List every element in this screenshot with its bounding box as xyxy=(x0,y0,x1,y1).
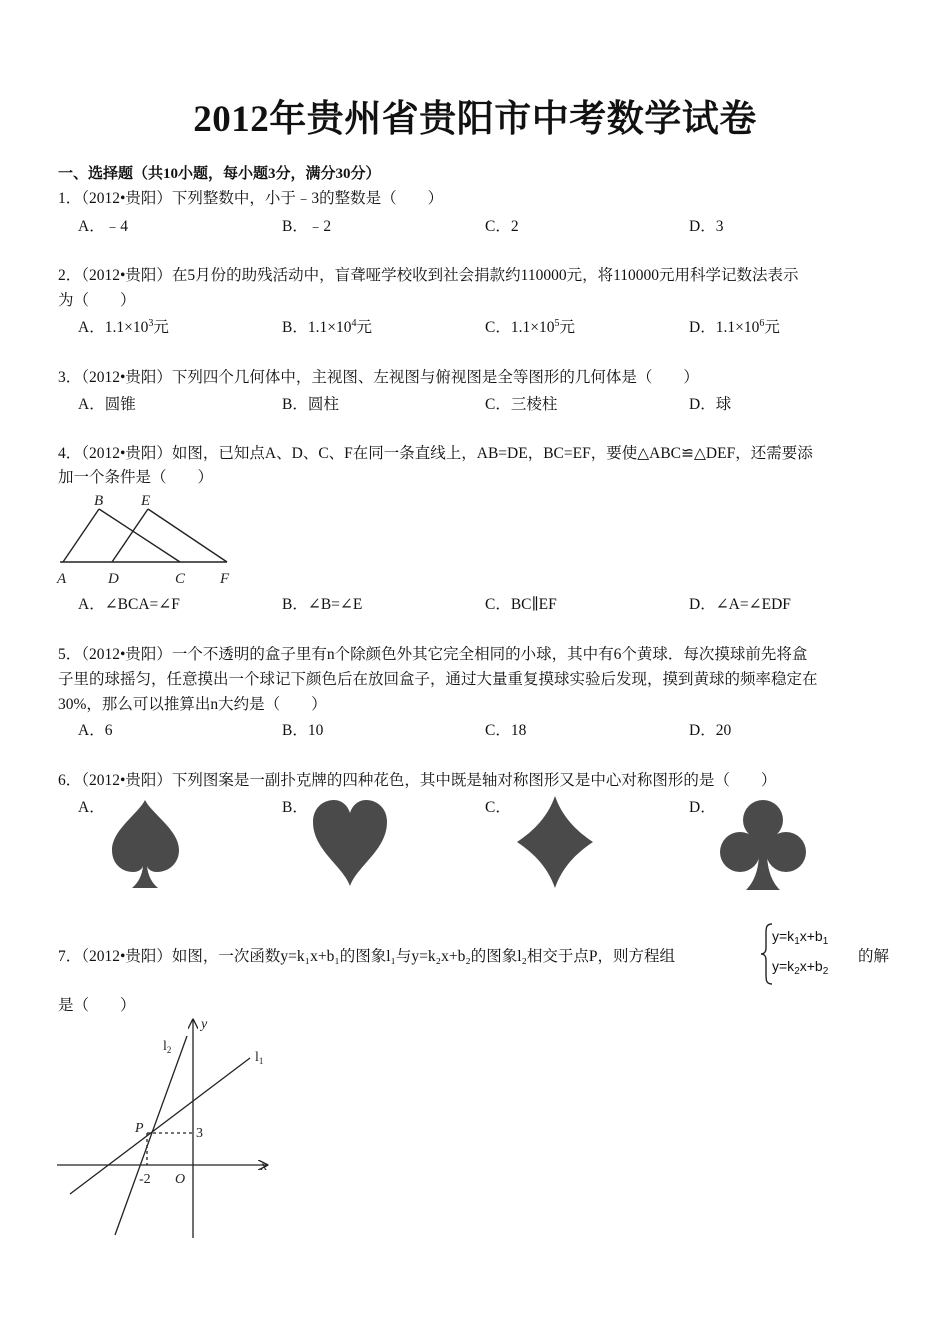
label-x: x xyxy=(261,1159,268,1174)
label-d: D xyxy=(108,571,119,587)
option-b: B．﹣2 xyxy=(282,218,332,235)
diamond-icon xyxy=(515,794,595,890)
spade-icon xyxy=(108,798,183,890)
equation-1: $y=k_1x+b_1$ xyxy=(772,928,829,947)
section-heading: 一、选择题（共10小题，每小题3分，满分30分） xyxy=(58,166,381,182)
option-c: C．BC∥EF xyxy=(485,596,557,613)
label-l1: $l_1$ xyxy=(255,1050,264,1066)
option-d: D．3 xyxy=(689,218,724,235)
question-7-line-2: 是（ ） xyxy=(58,997,136,1014)
option-c: C．2 xyxy=(485,218,519,235)
question-7-prefix: 7．（2012•贵阳）如图，一次函数y=k₁x+b₁的图象l₁与y=k₂x+b₂的图象l₂相交于点P，则方程组 xyxy=(58,948,676,965)
option-a: A．圆锥 xyxy=(78,396,136,413)
option-b: B．圆柱 xyxy=(282,396,339,413)
question-2-options xyxy=(78,315,898,339)
label-origin: O xyxy=(175,1172,186,1187)
question-4-line-1: 4．（2012•贵阳）如图，已知点A、D、C、F在同一条直线上，AB=DE，BC=EF，要使△ABC≌△DEF，还需要添 xyxy=(58,445,813,462)
club-icon xyxy=(718,796,808,892)
question-7-suffix: 的解 xyxy=(858,948,890,965)
option-b: B． xyxy=(282,799,308,816)
question-1-text: 1．（2012•贵阳）下列整数中，小于﹣3的整数是（ ） xyxy=(58,190,444,207)
option-a: A．$1.1\times 10^3$元 xyxy=(78,318,169,336)
triangle-figure xyxy=(55,490,240,590)
option-d: D． xyxy=(689,799,716,816)
label-l2: $l_2$ xyxy=(163,1039,172,1055)
segment-bc xyxy=(99,509,180,562)
label-neg-two: -2 xyxy=(139,1172,151,1187)
option-d: D．∠A=∠EDF xyxy=(689,596,791,613)
question-5-options xyxy=(78,718,898,742)
question-4-options xyxy=(78,592,898,616)
label-three: 3 xyxy=(196,1126,203,1141)
question-2-line-2: 为（ ） xyxy=(58,292,136,309)
label-e: E xyxy=(141,493,151,509)
option-d: D．球 xyxy=(689,396,732,413)
option-b: B．∠B=∠E xyxy=(282,596,363,613)
equation-system xyxy=(760,922,862,986)
option-c: C．$1.1\times 10^5$元 xyxy=(485,318,575,336)
option-d: D．$1.1\times 10^6$元 xyxy=(689,318,780,336)
question-5-line-1: 5．（2012•贵阳）一个不透明的盒子里有n个除颜色外其它完全相同的小球，其中有6个黄球．每次摸球前先将盒 xyxy=(58,646,808,663)
segment-de xyxy=(112,509,148,562)
label-y: y xyxy=(201,1017,208,1032)
option-a: A．∠BCA=∠F xyxy=(78,596,180,613)
question-5-line-3: 30%，那么可以推算出n大约是（ ） xyxy=(58,696,327,713)
question-5-line-2: 子里的球摇匀，任意摸出一个球记下颜色后在放回盒子，通过大量重复摸球实验后发现，摸到黄球的频率稳定在 xyxy=(58,671,818,688)
question-2-line-1: 2．（2012•贵阳）在5月份的助残活动中，盲聋哑学校收到社会捐款约110000元，将110000元用科学记数法表示 xyxy=(58,267,799,284)
label-f: F xyxy=(220,571,230,587)
option-c: C．三棱柱 xyxy=(485,396,558,413)
label-b: B xyxy=(94,493,104,509)
option-a: A．6 xyxy=(78,722,113,739)
linear-graph-figure xyxy=(55,1012,285,1242)
segment-ef xyxy=(148,509,227,562)
heart-icon xyxy=(310,798,390,888)
option-c: C． xyxy=(485,799,511,816)
label-p: P xyxy=(135,1121,144,1136)
option-c: C．18 xyxy=(485,722,527,739)
page-title: 2012年贵州省贵阳市中考数学试卷 xyxy=(193,99,757,140)
equation-2: $y=k_2x+b_2$ xyxy=(772,958,829,977)
question-4-line-2: 加一个条件是（ ） xyxy=(58,469,214,486)
option-d: D．20 xyxy=(689,722,732,739)
line-l1 xyxy=(70,1058,250,1194)
question-3-options xyxy=(78,392,898,416)
option-a: A．﹣4 xyxy=(78,218,128,235)
question-3-text: 3．（2012•贵阳）下列四个几何体中，主视图、左视图与俯视图是全等图形的几何体是（ ） xyxy=(58,369,699,386)
label-c: C xyxy=(175,571,186,587)
option-b: B．$1.1\times 10^4$元 xyxy=(282,318,372,336)
question-6-text: 6．（2012•贵阳）下列图案是一副扑克牌的四种花色，其中既是轴对称图形又是中心对称图形的是（ ） xyxy=(58,772,777,789)
question-1-options xyxy=(78,214,898,238)
segment-ab xyxy=(63,509,99,562)
line-l2 xyxy=(115,1036,187,1235)
option-b: B．10 xyxy=(282,722,324,739)
option-a: A． xyxy=(78,799,105,816)
label-a: A xyxy=(57,571,67,587)
